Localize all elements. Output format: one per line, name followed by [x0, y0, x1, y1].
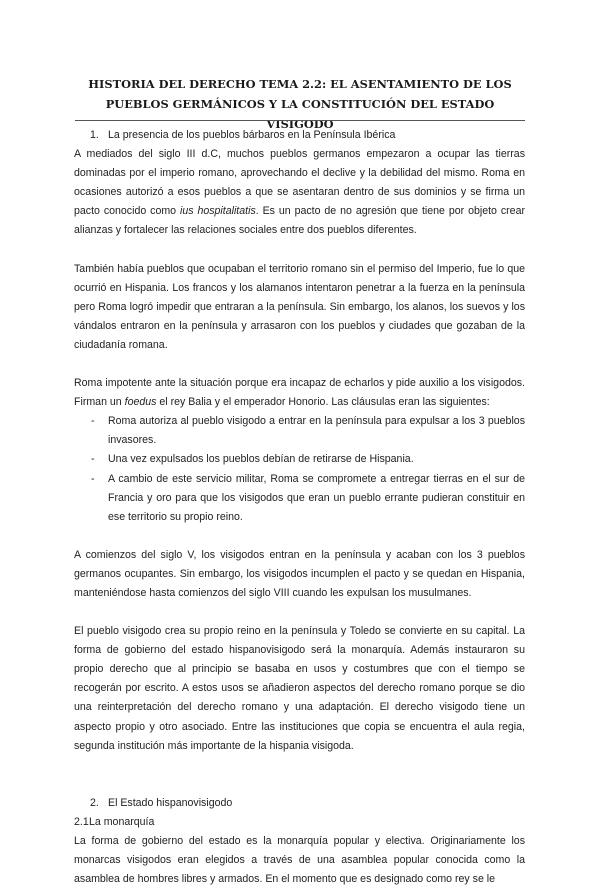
section-1-heading [74, 126, 525, 145]
title-divider [75, 120, 525, 121]
clauses-list [74, 412, 525, 527]
paragraph-foedus: Roma impotente ante la situación porque era incapaz de echarlos y pide auxilio a los visigodos. Firman un foedus el rey Balia y el emperador Honorio. Las cláusulas eran las siguientes: [74, 377, 525, 409]
term-foedus: foedus [124, 396, 157, 409]
section-1-title: La presencia de los pueblos bárbaros en la Península Ibérica [108, 129, 396, 141]
paragraph-invasions: También había pueblos que ocupaban el territorio romano sin el permiso del Imperio, fue lo que ocurrió en Hispania. Los francos y los alamanos intentaron penetrar a la fuerza en la península pero Roma logró impedir que entraran a la península. Sin embargo, los alanos, los suevos y los vándalos entraron en la península y arrasaron con los pueblos y ciudades que gozaban de la ciudadanía romana. [74, 262, 525, 351]
section-2-number: 2. [90, 796, 99, 809]
list-item: - Roma autoriza al pueblo visigodo a entrar en la península para expulsar a los 3 pueblos invasores. [74, 412, 525, 450]
document-title: HISTORIA DEL DERECHO TEMA 2.2: EL ASENTAMIENTO DE LOS PUEBLOS GERMÁNICOS Y LA CONSTITUCIÓN DEL ESTADO VISIGODO [88, 77, 512, 131]
paragraph-ius-hospitalitatis: A mediados del siglo III d.C, muchos pueblos germanos empezaron a ocupar las tierras dominadas por el imperio romano, aprovechando el declive y la debilidad del mismo. Roma en ocasiones autorizó a esos pueblos a que se asentaran dentro de sus dominios y se firma un pacto conocido como ius hospitalitatis. Es un pacto de no agresión que tiene por objeto crear alianzas y fortalecer las relaciones sociales entre dos pueblos diferentes. [74, 148, 525, 237]
document-body [74, 126, 525, 889]
paragraph-siglo-v: A comienzos del siglo V, los visigodos entran en la península y acaban con los 3 pueblos germanos ocupantes. Sin embargo, los visigodos incumplen el pacto y se quedan en Hispania, manteniéndose hasta comienzos del siglo VIII cuando les expulsan los musulmanes. [74, 548, 525, 599]
paragraph-reino-visigodo: El pueblo visigodo crea su propio reino en la península y Toledo se convierte en su capital. La forma de gobierno del estado hispanovisigodo será la monarquía. Además instauraron su propio derecho que al principio se basaba en usos y costumbres que con el tiempo se recogerán por escrito. A estos usos se añadieron aspectos del derecho romano porque se dio una reinterpretación del derecho romano y una adaptación. El derecho visigodo tiene un aspecto propio y otro asociado. Entre las instituciones que copia se encuentra el aula regia, segunda institución más importante de la hispania visigoda. [74, 625, 525, 752]
subsection-2-1-heading [74, 813, 525, 832]
list-item: - A cambio de este servicio militar, Roma se compromete a entregar tierras en el sur de Francia y oro para que los visigodos que eran un pueblo errante pudieran constituir en ese territorio su propio reino. [74, 470, 525, 527]
section-2-heading [74, 794, 525, 813]
paragraph-monarquia: La forma de gobierno del estado es la monarquía popular y electiva. Originariamente los monarcas visigodos eran elegidos a través de una asamblea popular conocida como la asamblea de hombres libres y armados. En el momento que es designado como rey se le [74, 834, 525, 886]
subsection-2-1-title: La monarquía [89, 815, 155, 828]
section-2-title: El Estado hispanovisigodo [108, 796, 233, 809]
subsection-2-1-number: 2.1 [74, 815, 89, 828]
term-ius-hospitalitatis: ius hospitalitatis [179, 205, 256, 218]
section-1-number: 1. [90, 129, 99, 141]
list-item: - Una vez expulsados los pueblos debían de retirarse de Hispania. [74, 450, 525, 469]
